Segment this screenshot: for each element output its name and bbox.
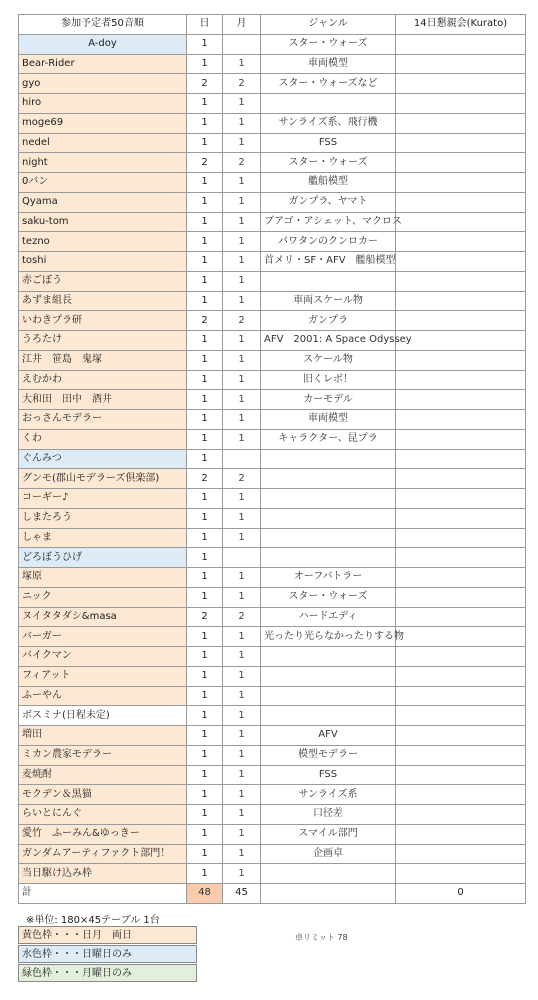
party-cell [396, 410, 526, 430]
participant-name: 江井 笹島 鬼塚 [19, 350, 187, 370]
sunday-count: 1 [187, 192, 223, 212]
party-cell [396, 429, 526, 449]
genre-cell: AFV 2001: A Space Odyssey [261, 331, 396, 351]
sunday-count: 1 [187, 173, 223, 193]
genre-cell [261, 271, 396, 291]
participant-name: しまたろう [19, 508, 187, 528]
genre-cell [261, 666, 396, 686]
participant-name: モクデン＆黒猫 [19, 785, 187, 805]
genre-cell: ブアゴ・アシェット、マクロス [261, 212, 396, 232]
total-row [19, 884, 526, 904]
genre-cell: サンライズ系 [261, 785, 396, 805]
party-cell [396, 252, 526, 272]
genre-cell [261, 508, 396, 528]
party-cell [396, 133, 526, 153]
genre-cell: FSS [261, 765, 396, 785]
table-row [19, 252, 526, 272]
genre-cell: 首メリ・SF・AFV 艦船模型 [261, 252, 396, 272]
sunday-count: 1 [187, 647, 223, 667]
sunday-count: 1 [187, 133, 223, 153]
monday-count: 2 [223, 74, 261, 94]
participant-name: バイクマン [19, 647, 187, 667]
monday-count: 1 [223, 627, 261, 647]
genre-cell: ガンプラ [261, 311, 396, 331]
participant-name: おっさんモデラー [19, 410, 187, 430]
party-cell [396, 173, 526, 193]
participant-name: ぐんみつ [19, 449, 187, 469]
table-row [19, 34, 526, 54]
table-row [19, 844, 526, 864]
monday-count: 1 [223, 350, 261, 370]
party-cell [396, 686, 526, 706]
sunday-count: 1 [187, 252, 223, 272]
party-cell [396, 864, 526, 884]
genre-cell: ガンプラ、ヤマト [261, 192, 396, 212]
monday-count: 1 [223, 686, 261, 706]
table-row [19, 548, 526, 568]
table-row [19, 173, 526, 193]
genre-cell [261, 469, 396, 489]
monday-count: 1 [223, 765, 261, 785]
monday-count: 1 [223, 666, 261, 686]
table-row [19, 212, 526, 232]
participant-name: 麦焼酎 [19, 765, 187, 785]
sunday-count: 1 [187, 587, 223, 607]
monday-count: 1 [223, 489, 261, 509]
participant-name: gyo [19, 74, 187, 94]
table-row [19, 74, 526, 94]
legend-sunday-only: 水色枠・・・日曜日のみ [18, 945, 197, 963]
total-genre [261, 884, 396, 904]
genre-cell: スター・ウォーズ [261, 587, 396, 607]
sunday-count: 2 [187, 311, 223, 331]
participant-name: hiro [19, 94, 187, 114]
genre-cell: ハードエディ [261, 607, 396, 627]
monday-count: 1 [223, 252, 261, 272]
monday-count: 1 [223, 212, 261, 232]
table-row [19, 94, 526, 114]
total-label: 計 [19, 884, 187, 904]
sunday-count: 1 [187, 449, 223, 469]
sunday-count: 1 [187, 785, 223, 805]
table-row [19, 153, 526, 173]
table-row [19, 647, 526, 667]
party-cell [396, 548, 526, 568]
monday-count: 2 [223, 469, 261, 489]
genre-cell: カーモデル [261, 390, 396, 410]
party-cell [396, 74, 526, 94]
party-cell [396, 370, 526, 390]
monday-count: 1 [223, 173, 261, 193]
monday-count: 1 [223, 745, 261, 765]
monday-count: 2 [223, 311, 261, 331]
monday-count [223, 548, 261, 568]
genre-cell: スター・ウォーズ [261, 153, 396, 173]
party-cell [396, 350, 526, 370]
party-cell [396, 331, 526, 351]
sunday-count: 1 [187, 232, 223, 252]
sunday-count: 1 [187, 706, 223, 726]
monday-count: 1 [223, 113, 261, 133]
monday-count: 1 [223, 291, 261, 311]
party-cell [396, 291, 526, 311]
sunday-count: 1 [187, 489, 223, 509]
participant-name: toshi [19, 252, 187, 272]
participant-name: Qyama [19, 192, 187, 212]
party-cell [396, 765, 526, 785]
monday-count: 1 [223, 568, 261, 588]
sunday-count: 1 [187, 864, 223, 884]
participant-name: 愛竹 ふーみん&ゆっきー [19, 824, 187, 844]
party-cell [396, 390, 526, 410]
table-row [19, 864, 526, 884]
sunday-count: 1 [187, 745, 223, 765]
table-row [19, 370, 526, 390]
legend-both-days: 黄色枠・・・日月 両日 [18, 926, 197, 944]
participant-name: しゃま [19, 528, 187, 548]
participant-name: ふーやん [19, 686, 187, 706]
table-row [19, 291, 526, 311]
party-cell [396, 34, 526, 54]
participant-table [18, 14, 526, 904]
participant-name: moge69 [19, 113, 187, 133]
party-cell [396, 726, 526, 746]
participant-name: うろたけ [19, 331, 187, 351]
monday-count [223, 34, 261, 54]
table-row [19, 390, 526, 410]
party-cell [396, 113, 526, 133]
participant-name: tezno [19, 232, 187, 252]
participant-name: あずま組長 [19, 291, 187, 311]
monday-count: 1 [223, 805, 261, 825]
sunday-count: 1 [187, 627, 223, 647]
sunday-count: 2 [187, 607, 223, 627]
monday-count: 1 [223, 785, 261, 805]
sunday-count: 1 [187, 350, 223, 370]
party-cell [396, 54, 526, 74]
sunday-count: 1 [187, 824, 223, 844]
table-row [19, 469, 526, 489]
monday-count: 1 [223, 587, 261, 607]
monday-count: 1 [223, 370, 261, 390]
table-row [19, 192, 526, 212]
party-cell [396, 647, 526, 667]
monday-count: 2 [223, 153, 261, 173]
table-row [19, 410, 526, 430]
monday-count: 2 [223, 607, 261, 627]
participant-name: 増田 [19, 726, 187, 746]
sunday-count: 1 [187, 212, 223, 232]
monday-count: 1 [223, 94, 261, 114]
monday-count: 1 [223, 133, 261, 153]
sunday-count: 1 [187, 726, 223, 746]
table-row [19, 271, 526, 291]
sunday-count: 1 [187, 765, 223, 785]
genre-cell: スケール物 [261, 350, 396, 370]
monday-count: 1 [223, 844, 261, 864]
genre-cell: 企画卓 [261, 844, 396, 864]
genre-cell: FSS [261, 133, 396, 153]
party-cell [396, 449, 526, 469]
sunday-count: 1 [187, 113, 223, 133]
table-row [19, 686, 526, 706]
party-cell [396, 153, 526, 173]
monday-count: 1 [223, 429, 261, 449]
monday-count: 1 [223, 390, 261, 410]
participant-name: コーギー♪ [19, 489, 187, 509]
sunday-count: 1 [187, 370, 223, 390]
party-cell [396, 666, 526, 686]
table-row [19, 232, 526, 252]
sunday-count: 2 [187, 74, 223, 94]
participant-name: くわ [19, 429, 187, 449]
table-row [19, 745, 526, 765]
genre-cell: AFV [261, 726, 396, 746]
table-row [19, 508, 526, 528]
genre-cell [261, 94, 396, 114]
table-row [19, 449, 526, 469]
sunday-count: 1 [187, 666, 223, 686]
monday-count: 1 [223, 271, 261, 291]
monday-count: 1 [223, 824, 261, 844]
genre-cell [261, 647, 396, 667]
sunday-count: 1 [187, 508, 223, 528]
monday-count: 1 [223, 232, 261, 252]
table-row [19, 726, 526, 746]
genre-cell: パワタンのクンロカー [261, 232, 396, 252]
party-cell [396, 627, 526, 647]
party-cell [396, 232, 526, 252]
total-party: 0 [396, 884, 526, 904]
sunday-count: 1 [187, 528, 223, 548]
genre-cell [261, 864, 396, 884]
participant-name: night [19, 153, 187, 173]
header-name: 参加予定者50音順 [19, 15, 187, 35]
genre-cell: 模型モデラー [261, 745, 396, 765]
monday-count [223, 449, 261, 469]
party-cell [396, 469, 526, 489]
participant-name: ガンダムアーティファクト部門！ [19, 844, 187, 864]
monday-count: 1 [223, 331, 261, 351]
participant-name: A-doy [19, 34, 187, 54]
genre-cell [261, 449, 396, 469]
table-row [19, 133, 526, 153]
monday-count: 1 [223, 528, 261, 548]
table-row [19, 429, 526, 449]
genre-cell: オーフバトラー [261, 568, 396, 588]
header-party: 14日懇親会(Kurato) [396, 15, 526, 35]
genre-cell: スター・ウォーズなど [261, 74, 396, 94]
participant-name: ミカン農家モデラー [19, 745, 187, 765]
party-cell [396, 311, 526, 331]
participant-name: らいとにんぐ [19, 805, 187, 825]
table-row [19, 587, 526, 607]
sunday-count: 1 [187, 844, 223, 864]
table-row [19, 666, 526, 686]
genre-cell: 旧くレボ！ [261, 370, 396, 390]
party-cell [396, 745, 526, 765]
genre-cell [261, 548, 396, 568]
participant-name: Bear-Rider [19, 54, 187, 74]
party-cell [396, 824, 526, 844]
participant-name: 赤ごぼう [19, 271, 187, 291]
participant-name: 0バン [19, 173, 187, 193]
genre-cell: 車両スケール物 [261, 291, 396, 311]
table-row [19, 627, 526, 647]
party-cell [396, 489, 526, 509]
table-row [19, 607, 526, 627]
participant-name: バーガー [19, 627, 187, 647]
table-row [19, 824, 526, 844]
total-monday: 45 [223, 884, 261, 904]
party-cell [396, 528, 526, 548]
party-cell [396, 706, 526, 726]
sunday-count: 1 [187, 805, 223, 825]
party-cell [396, 192, 526, 212]
sunday-count: 1 [187, 94, 223, 114]
genre-cell [261, 706, 396, 726]
participant-name: 塚原 [19, 568, 187, 588]
monday-count: 1 [223, 706, 261, 726]
party-cell [396, 271, 526, 291]
sunday-count: 1 [187, 390, 223, 410]
genre-cell: キャラクター、昆プラ [261, 429, 396, 449]
genre-cell: 口径差 [261, 805, 396, 825]
header-monday: 月 [223, 15, 261, 35]
monday-count: 1 [223, 647, 261, 667]
header-row [19, 15, 526, 35]
genre-cell [261, 489, 396, 509]
legend-monday-only: 緑色枠・・・月曜日のみ [18, 964, 197, 982]
participant-name: 当日駆け込み枠 [19, 864, 187, 884]
monday-count: 1 [223, 54, 261, 74]
party-cell [396, 607, 526, 627]
participant-name: いわきプラ研 [19, 311, 187, 331]
sunday-count: 1 [187, 568, 223, 588]
table-row [19, 765, 526, 785]
genre-cell [261, 528, 396, 548]
sunday-count: 1 [187, 686, 223, 706]
sunday-count: 1 [187, 271, 223, 291]
genre-cell [261, 686, 396, 706]
genre-cell: 車両模型 [261, 54, 396, 74]
sunday-count: 1 [187, 429, 223, 449]
genre-cell: スター・ウォーズ [261, 34, 396, 54]
participant-name: nedel [19, 133, 187, 153]
table-row [19, 805, 526, 825]
header-genre: ジャンル [261, 15, 396, 35]
table-row [19, 331, 526, 351]
sunday-count: 1 [187, 291, 223, 311]
table-row [19, 489, 526, 509]
participant-name: ヌイタタダシ&masa [19, 607, 187, 627]
table-row [19, 113, 526, 133]
party-cell [396, 805, 526, 825]
genre-cell: サンライズ系、飛行機 [261, 113, 396, 133]
monday-count: 1 [223, 508, 261, 528]
table-row [19, 528, 526, 548]
sunday-count: 1 [187, 410, 223, 430]
party-cell [396, 844, 526, 864]
table-row [19, 54, 526, 74]
party-cell [396, 94, 526, 114]
genre-cell: 車両模型 [261, 410, 396, 430]
party-cell [396, 785, 526, 805]
unit-note: ※単位: 180×45テーブル 1台 [26, 915, 160, 926]
sunday-count: 1 [187, 54, 223, 74]
sunday-count: 2 [187, 153, 223, 173]
table-row [19, 706, 526, 726]
table-row [19, 311, 526, 331]
participant-name: グンモ(郡山モデラーズ倶楽部) [19, 469, 187, 489]
participant-name: 大和田 田中 酒井 [19, 390, 187, 410]
table-limit: 卓リミット 78 [295, 933, 348, 942]
sunday-count: 2 [187, 469, 223, 489]
party-cell [396, 508, 526, 528]
party-cell [396, 212, 526, 232]
table-row [19, 568, 526, 588]
monday-count: 1 [223, 192, 261, 212]
party-cell [396, 587, 526, 607]
sunday-count: 1 [187, 331, 223, 351]
monday-count: 1 [223, 864, 261, 884]
table-row [19, 350, 526, 370]
sunday-count: 1 [187, 548, 223, 568]
participant-name: saku-tom [19, 212, 187, 232]
genre-cell: スマイル部門 [261, 824, 396, 844]
participant-name: ニック [19, 587, 187, 607]
header-sunday: 日 [187, 15, 223, 35]
participant-name: ボスミナ(日程未定) [19, 706, 187, 726]
participant-name: どろぼうひげ [19, 548, 187, 568]
sunday-count: 1 [187, 34, 223, 54]
monday-count: 1 [223, 410, 261, 430]
genre-cell: 艦船模型 [261, 173, 396, 193]
genre-cell: 光ったり光らなかったりする物 [261, 627, 396, 647]
participant-name: えむかわ [19, 370, 187, 390]
party-cell [396, 568, 526, 588]
monday-count: 1 [223, 726, 261, 746]
total-sunday: 48 [187, 884, 223, 904]
table-row [19, 785, 526, 805]
participant-name: フィアット [19, 666, 187, 686]
